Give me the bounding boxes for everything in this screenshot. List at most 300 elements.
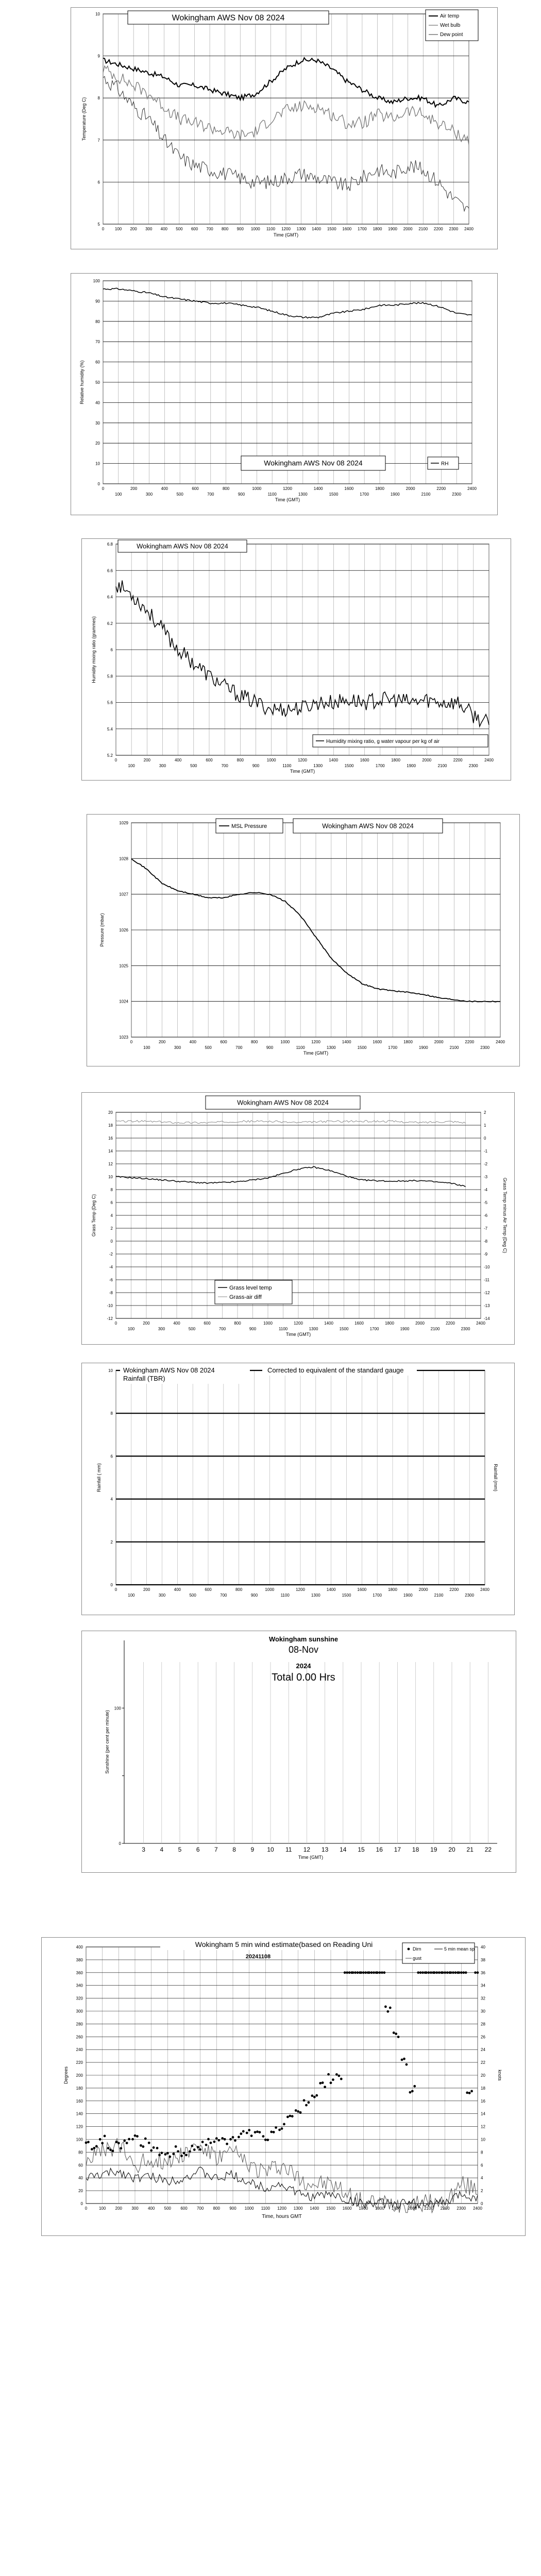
direction-point	[428, 1971, 430, 1974]
direction-point	[315, 2094, 318, 2097]
chart-title: Wokingham AWS Nov 08 2024	[264, 459, 363, 467]
x-tick-label: 1900	[400, 1327, 410, 1331]
x-tick-label: 1000	[263, 1321, 273, 1326]
direction-point	[465, 1971, 467, 1974]
x-tick-label: 2200	[433, 227, 443, 231]
grass-temp-chart	[82, 1093, 515, 1345]
direction-point	[477, 1971, 479, 1974]
x-tick-label: 1600	[354, 1321, 364, 1326]
x-tick-label: 1400	[312, 227, 322, 231]
direction-point	[466, 2092, 468, 2094]
y-axis-label: Sunshine (per cent per minute)	[105, 1710, 110, 1774]
y-tick-label: 260	[76, 2035, 83, 2040]
direction-point	[393, 2031, 395, 2034]
x-tick-label: 0	[84, 2206, 88, 2211]
direction-point	[262, 2135, 265, 2138]
y-right-tick-label: 34	[481, 1983, 485, 1988]
y-right-tick-label: 36	[481, 1970, 485, 1975]
y-right-tick-label: 40	[481, 1945, 485, 1950]
direction-point	[283, 2123, 285, 2126]
y-tick-label: 16	[108, 1136, 113, 1141]
direction-point	[164, 2153, 167, 2156]
x-tick-label: 1500	[344, 764, 354, 768]
y-axis-label: Pressure (mbar)	[99, 913, 105, 947]
x-tick-label: 600	[205, 1587, 212, 1592]
y-tick-label: 360	[76, 1970, 83, 1975]
direction-point	[153, 2146, 155, 2149]
chart-total: Total 0.00 Hrs	[272, 1672, 335, 1683]
y-tick-label: 280	[76, 2022, 83, 2027]
y-tick-label: 4	[110, 1213, 113, 1218]
x-tick-label: 800	[236, 758, 244, 762]
direction-point	[450, 1971, 452, 1974]
x-tick-label: 1100	[280, 1593, 290, 1598]
x-tick-label: 0	[114, 758, 117, 762]
y-right-tick-label: 32	[481, 1996, 485, 2001]
y-tick-label: 20	[95, 441, 100, 446]
x-tick-label: 1900	[418, 1045, 428, 1050]
x-tick-label: 100	[127, 1327, 135, 1331]
wind-chart-panel	[41, 1937, 526, 2236]
y-tick-label: 90	[95, 299, 100, 304]
x-tick-label: 1000	[250, 227, 260, 231]
legend-label: 5 min mean sp	[444, 1946, 475, 1952]
direction-point	[379, 1971, 381, 1974]
y-axis-label-right: Rainfall (mm)	[493, 1464, 498, 1492]
x-tick-label: 200	[130, 227, 137, 231]
x-tick-label: 2300	[465, 1593, 475, 1598]
y-tick-label: 340	[76, 1983, 83, 1988]
y-tick-label: 300	[76, 2009, 83, 2014]
y-tick-label: 240	[76, 2047, 83, 2053]
y-right-tick-label: -14	[484, 1316, 490, 1321]
chart-title: Wokingham AWS Nov 08 2024	[137, 542, 228, 550]
y-tick-label: 20	[78, 2189, 83, 2194]
x-tick-label: 2200	[453, 758, 463, 762]
direction-point	[101, 2142, 104, 2144]
x-tick-label: 1100	[266, 227, 276, 231]
x-tick-label: 2300	[468, 764, 478, 768]
x-tick-label: 600	[192, 486, 199, 491]
direction-point	[442, 1971, 444, 1974]
y-tick-label: -6	[109, 1278, 113, 1282]
direction-point	[266, 2139, 269, 2141]
x-tick-label: 900	[229, 2206, 236, 2211]
y-tick-label: 5	[97, 222, 100, 227]
direction-point	[104, 2134, 106, 2137]
x-tick-label: 1700	[358, 227, 367, 231]
x-tick-label: 400	[161, 486, 168, 491]
y-right-tick-label: 18	[481, 2086, 485, 2091]
x-tick-label: 500	[176, 492, 183, 497]
direction-point	[319, 2082, 322, 2084]
x-tick-label: 20	[448, 1846, 455, 1853]
x-tick-label: 500	[205, 1045, 212, 1050]
x-tick-label: 2100	[430, 1327, 440, 1331]
y-tick-label: 8	[110, 1188, 113, 1192]
direction-point	[273, 2131, 275, 2133]
x-tick-label: 17	[394, 1846, 401, 1853]
direction-point	[215, 2137, 218, 2140]
direction-point	[85, 2141, 88, 2144]
mixing-ratio-chart	[82, 539, 512, 781]
direction-point	[308, 2101, 310, 2104]
x-tick-label: 100	[114, 227, 122, 231]
x-tick-label: 18	[412, 1846, 419, 1853]
legend-label: Humidity mixing ratio, g water vapour per kg of air	[326, 739, 440, 744]
direction-point	[433, 1971, 436, 1974]
direction-point	[150, 2149, 153, 2152]
x-tick-label: 2100	[421, 492, 431, 497]
x-tick-label: 2300	[461, 1327, 470, 1331]
x-tick-label: 900	[249, 1327, 257, 1331]
x-tick-label: 1100	[267, 492, 277, 497]
x-tick-label: 900	[266, 1045, 274, 1050]
y-right-tick-label: 12	[481, 2124, 485, 2129]
direction-point	[344, 1971, 346, 1974]
x-axis-label: Time (GMT)	[275, 497, 300, 502]
x-tick-label: 16	[376, 1846, 383, 1853]
direction-point	[248, 2129, 250, 2131]
x-tick-label: 1300	[311, 1593, 320, 1598]
x-tick-label: 1200	[281, 227, 291, 231]
direction-point	[123, 2140, 126, 2142]
direction-point	[193, 2148, 196, 2151]
x-tick-label: 11	[285, 1846, 292, 1853]
x-tick-label: 1300	[313, 764, 323, 768]
humidity-chart-panel	[71, 273, 498, 515]
x-tick-label: 1700	[373, 1593, 382, 1598]
x-tick-label: 1500	[326, 2206, 335, 2211]
x-tick-label: 1700	[360, 492, 369, 497]
direction-point	[291, 2115, 294, 2117]
wind-chart	[42, 1938, 526, 2236]
y-tick-label: 18	[108, 1123, 113, 1128]
x-tick-label: 2200	[440, 2206, 450, 2211]
x-tick-label: 1000	[252, 486, 262, 491]
x-tick-label: 1600	[373, 1040, 382, 1044]
x-axis-label: Time (GMT)	[303, 1050, 329, 1056]
x-tick-label: 300	[145, 492, 153, 497]
x-axis-label: Time, hours GMT	[262, 2214, 302, 2219]
x-tick-label: 1100	[278, 1327, 288, 1331]
x-tick-label: 2400	[464, 227, 474, 231]
x-tick-label: 1800	[391, 758, 400, 762]
y-tick-label: 6.4	[107, 595, 113, 600]
y-tick-label: 9	[97, 54, 100, 59]
x-tick-label: 2200	[436, 486, 446, 491]
x-tick-label: 9	[250, 1846, 255, 1853]
direction-point	[191, 2145, 193, 2147]
x-tick-label: 200	[143, 1321, 150, 1326]
x-tick-label: 300	[131, 2206, 139, 2211]
x-tick-label: 900	[250, 1593, 258, 1598]
direction-point	[425, 1971, 428, 1974]
x-tick-label: 400	[174, 758, 182, 762]
y-right-tick-label: 4	[481, 2176, 483, 2181]
direction-point	[313, 2096, 316, 2098]
y-right-tick-label: -12	[484, 1291, 490, 1295]
x-tick-label: 1500	[327, 227, 336, 231]
y-tick-label: -8	[109, 1291, 113, 1295]
y-tick-label: -12	[107, 1316, 113, 1321]
direction-point	[259, 2131, 261, 2133]
x-tick-label: 1800	[375, 2206, 384, 2211]
x-axis-label: Time (GMT)	[285, 1332, 311, 1337]
direction-point	[107, 2147, 110, 2149]
x-tick-label: 2000	[403, 227, 413, 231]
x-tick-label: 700	[206, 227, 213, 231]
y-tick-label: 50	[95, 380, 100, 385]
direction-point	[376, 1971, 379, 1974]
y-right-tick-label: 8	[481, 2150, 483, 2155]
chart-title: Wokingham AWS Nov 08 2024	[123, 1366, 215, 1374]
direction-point	[134, 2134, 137, 2137]
x-tick-label: 1900	[390, 492, 400, 497]
x-tick-label: 700	[207, 492, 214, 497]
x-tick-label: 500	[164, 2206, 172, 2211]
direction-point	[246, 2132, 248, 2134]
x-tick-label: 1300	[298, 492, 308, 497]
x-tick-label: 6	[196, 1846, 200, 1853]
y-tick-label: 0	[80, 2201, 83, 2206]
direction-point	[462, 1971, 465, 1974]
x-tick-label: 800	[221, 227, 229, 231]
direction-point	[362, 1971, 365, 1974]
x-tick-label: 2100	[418, 227, 428, 231]
x-tick-label: 1800	[385, 1321, 394, 1326]
x-tick-label: 2400	[467, 486, 477, 491]
x-tick-label: 1000	[266, 758, 276, 762]
x-tick-label: 8	[232, 1846, 236, 1853]
y-tick-label: 180	[76, 2086, 83, 2091]
y-tick-label: 6.2	[107, 621, 113, 626]
mixing-ratio-chart-panel	[81, 538, 511, 781]
direction-point	[207, 2138, 210, 2141]
x-tick-label: 1800	[388, 1587, 397, 1592]
x-tick-label: 0	[114, 1321, 117, 1326]
x-axis-label: Time (GMT)	[290, 769, 315, 774]
chart-title: Wokingham sunshine	[268, 1635, 339, 1643]
x-tick-label: 300	[158, 1593, 166, 1598]
chart-title: Wokingham AWS Nov 08 2024	[172, 13, 285, 23]
y-right-tick-label: 0	[484, 1136, 486, 1141]
x-tick-label: 2200	[449, 1587, 459, 1592]
y-tick-label: 7	[97, 138, 100, 143]
x-tick-label: 2100	[434, 1593, 444, 1598]
direction-point	[185, 2154, 188, 2156]
y-right-tick-label: -13	[484, 1303, 490, 1308]
legend-swatch	[408, 1948, 410, 1951]
direction-point	[250, 2134, 253, 2137]
direction-point	[444, 1971, 446, 1974]
x-tick-label: 1400	[329, 758, 339, 762]
y-right-tick-label: -2	[484, 1162, 488, 1166]
y-tick-label: 30	[95, 420, 100, 426]
y-tick-label: 80	[78, 2150, 83, 2155]
x-tick-label: 2000	[405, 486, 415, 491]
x-tick-label: 1900	[403, 1593, 413, 1598]
x-tick-label: 1700	[359, 2206, 368, 2211]
x-tick-label: 2400	[473, 2206, 482, 2211]
direction-point	[468, 2092, 471, 2094]
direction-point	[240, 2132, 242, 2135]
x-tick-label: 4	[160, 1846, 164, 1853]
y-right-tick-label: -8	[484, 1239, 488, 1244]
x-tick-label: 1800	[375, 486, 384, 491]
y-right-tick-label: 14	[481, 2111, 485, 2116]
x-tick-label: 13	[321, 1846, 329, 1853]
y-tick-label: 6	[110, 648, 113, 652]
direction-point	[234, 2139, 236, 2142]
direction-point	[197, 2146, 199, 2148]
direction-point	[337, 2075, 340, 2077]
x-tick-label: 19	[430, 1846, 437, 1853]
x-tick-label: 0	[102, 486, 105, 491]
direction-point	[256, 2130, 259, 2133]
direction-point	[386, 2010, 389, 2013]
x-tick-label: 2000	[434, 1040, 444, 1044]
y-tick-label: 0	[110, 1239, 113, 1244]
y-right-tick-label: 24	[481, 2047, 485, 2053]
direction-point	[389, 2007, 392, 2009]
x-tick-label: 2200	[446, 1321, 455, 1326]
direction-point	[368, 1971, 370, 1974]
x-tick-label: 200	[130, 486, 138, 491]
chart-title: Wokingham AWS Nov 08 2024	[237, 1098, 329, 1107]
x-tick-label: 1000	[280, 1040, 290, 1044]
x-tick-label: 400	[160, 227, 168, 231]
y-axis-label-right: Grass Temp minus Air Temp (Deg C)	[502, 1177, 508, 1253]
direction-point	[87, 2141, 90, 2143]
x-tick-label: 900	[252, 764, 260, 768]
x-tick-label: 1400	[310, 2206, 319, 2211]
x-tick-label: 900	[238, 492, 245, 497]
y-tick-label: 6.8	[107, 542, 113, 547]
x-tick-label: 700	[218, 1327, 226, 1331]
y-right-tick-label: 22	[481, 2060, 485, 2065]
x-tick-label: 0	[130, 1040, 133, 1044]
pressure-chart-panel	[87, 814, 520, 1066]
x-tick-label: 1600	[357, 1587, 367, 1592]
y-tick-label: 8	[97, 96, 100, 101]
x-tick-label: 400	[147, 2206, 155, 2211]
x-tick-label: 100	[143, 1045, 150, 1050]
x-tick-label: 1400	[313, 486, 323, 491]
x-tick-label: 2400	[496, 1040, 505, 1044]
direction-point	[417, 1971, 419, 1974]
y-tick-label: 1028	[119, 856, 128, 861]
y-tick-label: 10	[95, 461, 100, 466]
y-right-tick-label: 20	[481, 2073, 485, 2078]
y-right-tick-label: -11	[484, 1278, 489, 1282]
direction-point	[395, 2032, 397, 2035]
y-tick-label: -4	[109, 1265, 113, 1269]
x-tick-label: 1900	[388, 227, 397, 231]
x-tick-label: 500	[176, 227, 183, 231]
y-right-tick-label: 30	[481, 2009, 485, 2014]
x-tick-label: 14	[340, 1846, 347, 1853]
y-tick-label: 0	[97, 482, 100, 486]
y-tick-label: 5.2	[107, 753, 113, 758]
direction-point	[474, 1971, 477, 1974]
direction-point	[158, 2154, 161, 2156]
x-tick-label: 1000	[244, 2206, 254, 2211]
chart-title-2: Rainfall (TBR)	[123, 1375, 165, 1382]
x-tick-label: 15	[358, 1846, 365, 1853]
humidity-chart	[71, 274, 498, 516]
direction-point	[470, 2090, 473, 2093]
direction-point	[205, 2144, 208, 2146]
direction-point	[352, 1971, 354, 1974]
x-tick-label: 1200	[277, 2206, 286, 2211]
y-right-tick-label: 16	[481, 2098, 485, 2104]
y-tick-label: 20	[108, 1110, 113, 1115]
y-tick-label: 6	[110, 1454, 113, 1459]
x-tick-label: 1100	[282, 764, 292, 768]
direction-point	[340, 2078, 343, 2080]
direction-point	[270, 2131, 273, 2133]
y-tick-label: 0	[119, 1841, 121, 1846]
x-tick-label: 700	[235, 1045, 243, 1050]
y-tick-label: 14	[108, 1149, 113, 1154]
direction-point	[411, 2090, 414, 2093]
direction-point	[299, 2111, 302, 2114]
x-tick-label: 1500	[329, 492, 339, 497]
direction-point	[156, 2147, 159, 2149]
y-tick-label: 40	[78, 2176, 83, 2181]
x-tick-label: 600	[191, 227, 198, 231]
direction-point	[381, 1971, 383, 1974]
y-right-tick-label: 10	[481, 2137, 485, 2142]
direction-point	[189, 2150, 191, 2153]
temperature-chart	[71, 8, 498, 250]
direction-point	[303, 2099, 306, 2102]
x-tick-label: 2300	[452, 492, 462, 497]
x-tick-label: 2100	[437, 764, 447, 768]
direction-point	[183, 2152, 185, 2155]
y-tick-label: 380	[76, 1957, 83, 1962]
direction-point	[168, 2156, 171, 2158]
x-tick-label: 1800	[403, 1040, 413, 1044]
x-tick-label: 300	[174, 1045, 181, 1050]
x-tick-label: 2000	[422, 758, 432, 762]
direction-point	[226, 2143, 228, 2145]
x-tick-label: 1100	[261, 2206, 270, 2211]
y-right-tick-label: 38	[481, 1957, 485, 1962]
direction-point	[221, 2137, 224, 2140]
direction-point	[360, 1971, 363, 1974]
y-axis-label: Degrees	[63, 2066, 69, 2084]
direction-point	[354, 1971, 357, 1974]
y-tick-label: 100	[114, 1706, 121, 1711]
y-tick-label: 10	[108, 1175, 113, 1179]
direction-point	[177, 2150, 179, 2153]
x-tick-label: 100	[128, 1593, 135, 1598]
y-tick-label: 10	[108, 1368, 113, 1373]
direction-point	[128, 2138, 130, 2141]
direction-point	[238, 2136, 240, 2139]
direction-point	[175, 2145, 177, 2148]
direction-point	[286, 2116, 289, 2119]
direction-point	[199, 2148, 201, 2151]
direction-point	[136, 2135, 139, 2138]
direction-point	[91, 2148, 93, 2150]
y-tick-label: 12	[108, 1162, 113, 1166]
x-tick-label: 2200	[465, 1040, 475, 1044]
direction-point	[254, 2131, 257, 2133]
direction-point	[370, 1971, 373, 1974]
